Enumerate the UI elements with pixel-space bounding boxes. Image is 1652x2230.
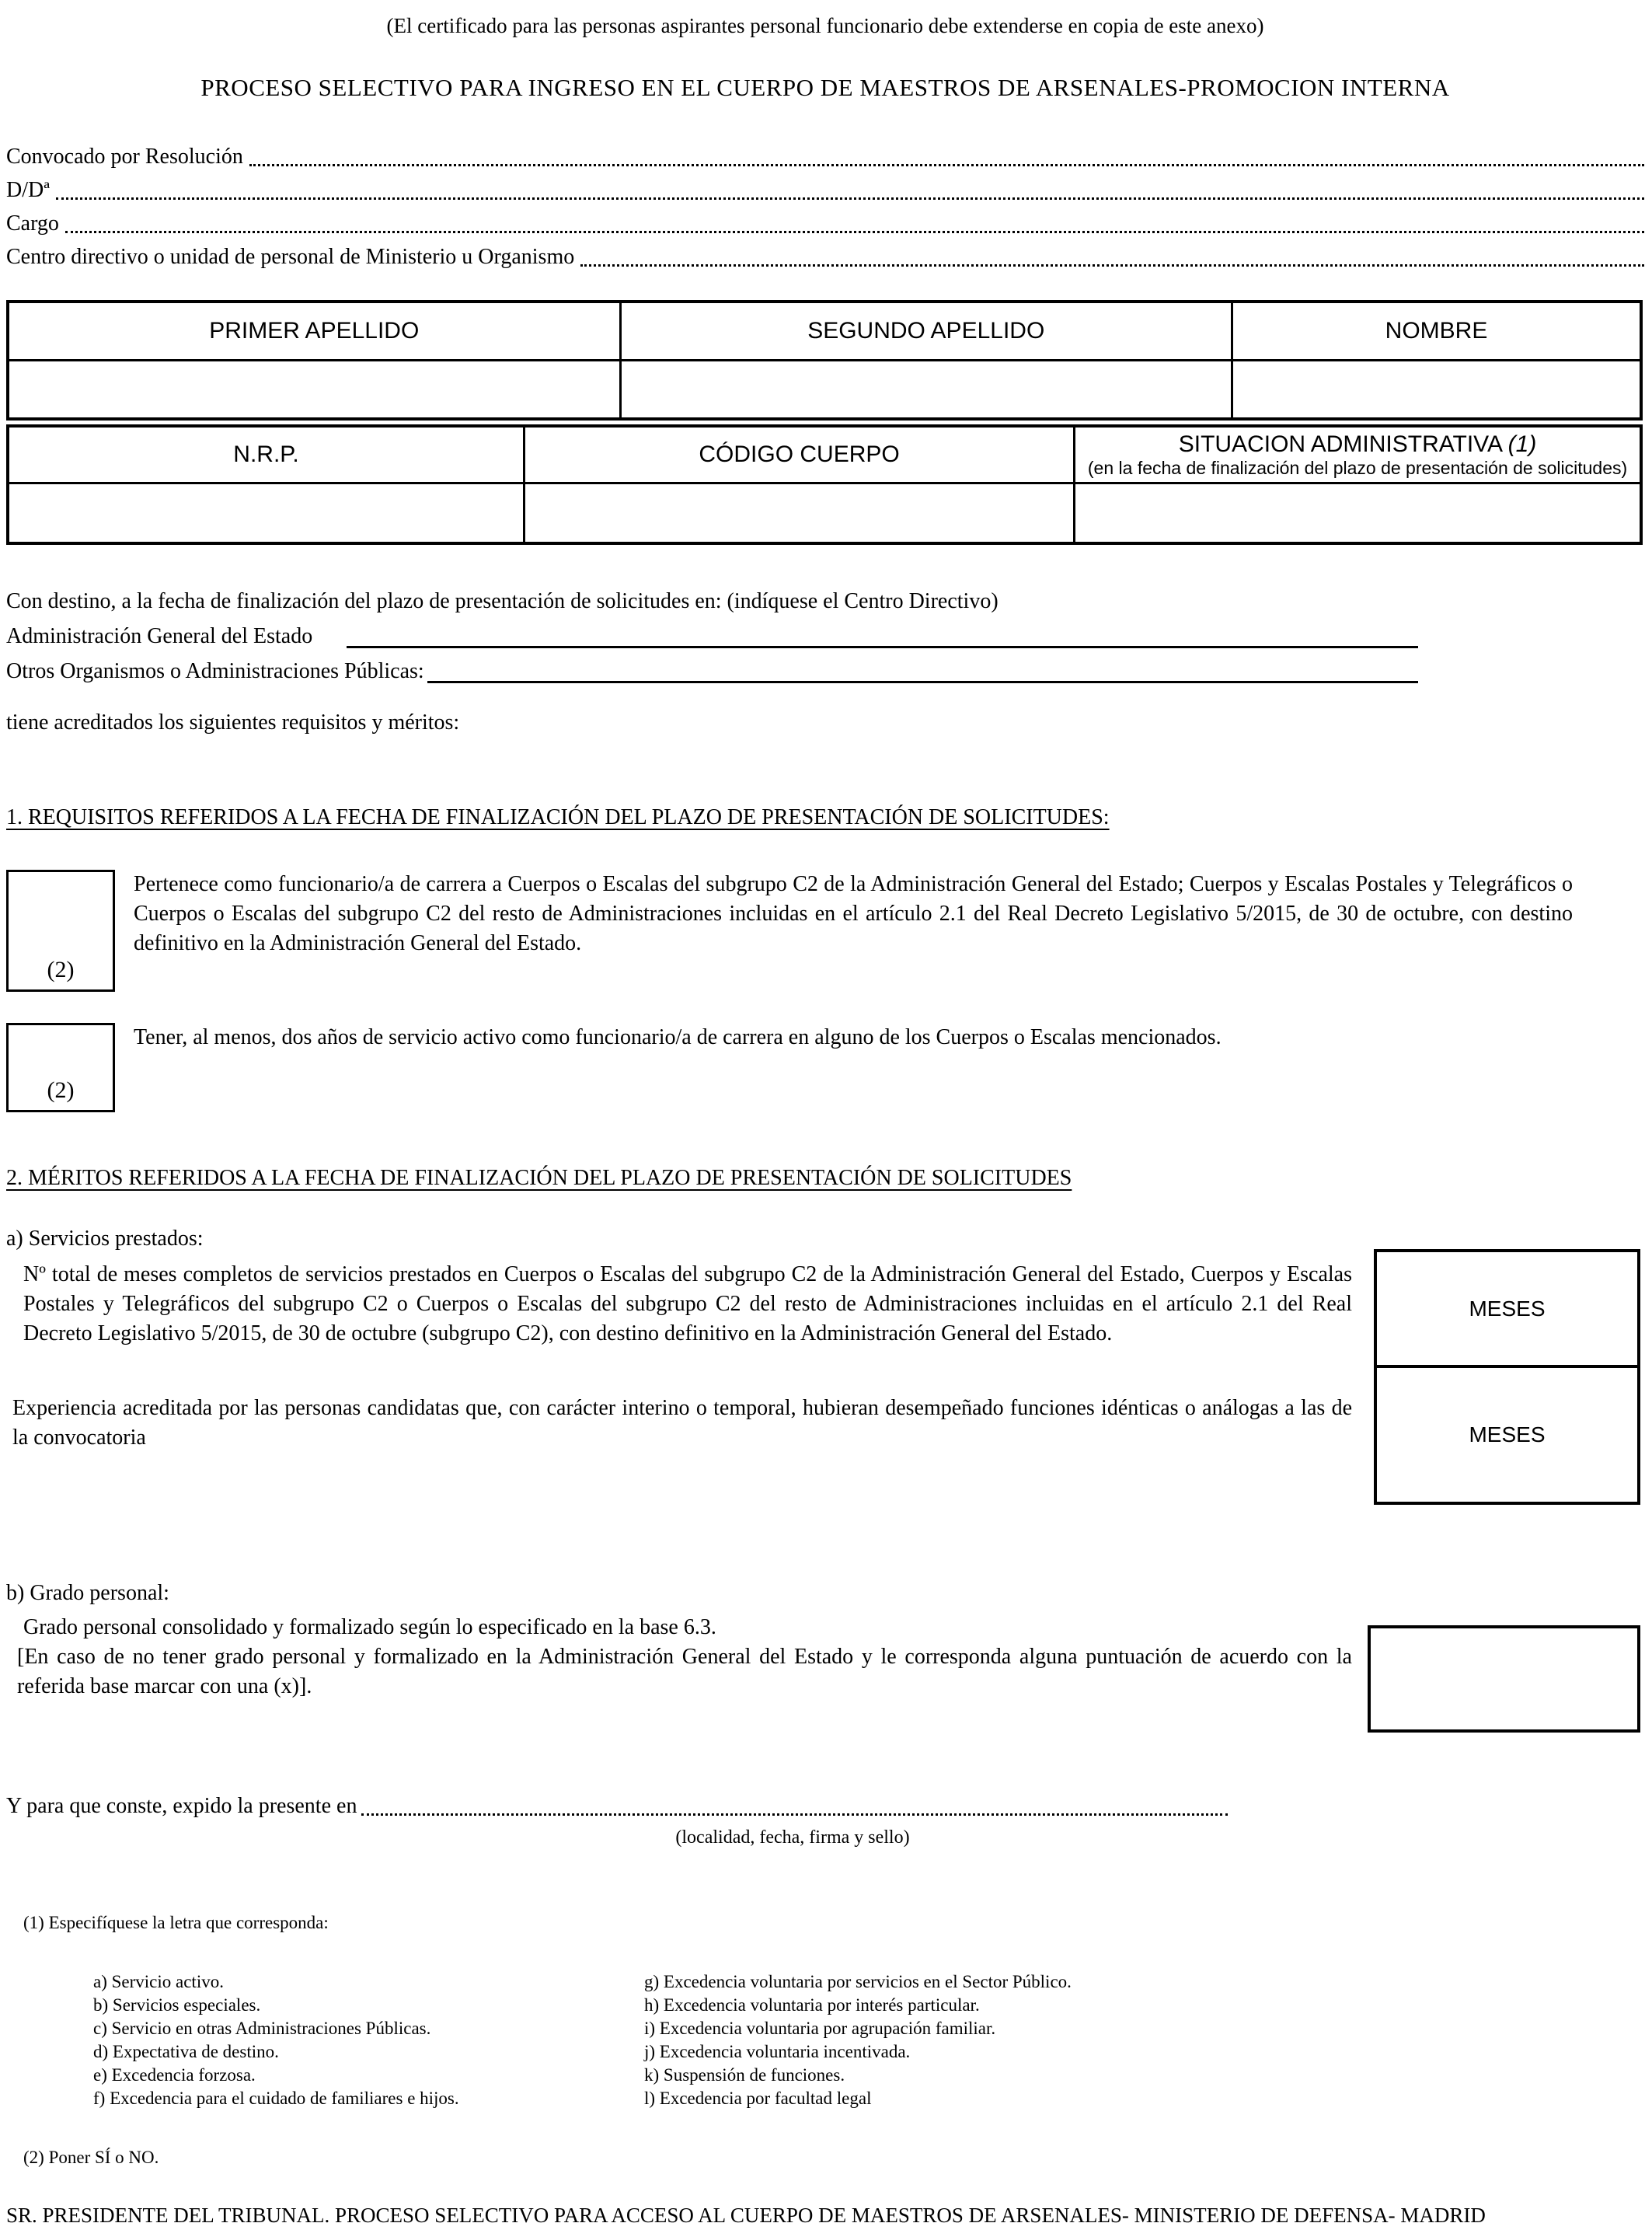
requirement-2-row — [6, 1023, 1644, 1112]
convocado-label: Convocado por Resolución — [6, 145, 243, 169]
situacion-header: SITUACION ADMINISTRATIVA (1) — [1178, 431, 1537, 457]
segundo-apellido-header: SEGUNDO APELLIDO — [620, 302, 1232, 361]
name-table — [6, 300, 1643, 421]
situacion-cell[interactable] — [1075, 483, 1641, 544]
option-d: d) Expectativa de destino. — [93, 2042, 279, 2061]
field-row-nombre — [6, 172, 1644, 205]
footnote-2: (2) Poner SÍ o NO. — [23, 2148, 159, 2167]
meses-box-column — [1374, 1249, 1640, 1505]
codigo-cuerpo-header: CÓDIGO CUERPO — [525, 426, 1075, 483]
centro-blank[interactable] — [580, 264, 1644, 267]
grado-block — [6, 1613, 1644, 1743]
servicios-prestados-label: a) Servicios prestados: — [6, 1227, 204, 1251]
options-column-right — [644, 1970, 1072, 2110]
name-table-input-row — [8, 361, 1641, 420]
dd-blank[interactable] — [56, 197, 1644, 200]
experiencia-text: Experiencia acreditada por las personas candidatas que, con carácter interino o temporal, hubieran desempeñado funciones idénticas o análogas a las de la convocatoria — [12, 1396, 1352, 1450]
nombre-cell[interactable] — [1232, 361, 1642, 420]
options-column-left — [93, 1970, 644, 2110]
nrp-table — [6, 424, 1643, 545]
situacion-options-list — [93, 1970, 1644, 2110]
centro-label: Centro directivo o unidad de personal de Ministerio u Organismo — [6, 245, 575, 269]
option-l: l) Excedencia por facultad legal — [644, 2089, 872, 2108]
option-f: f) Excedencia para el cuidado de familiares e hijos. — [93, 2089, 459, 2108]
primer-apellido-header: PRIMER APELLIDO — [8, 302, 620, 361]
requirement-1-row — [6, 870, 1644, 992]
servicios-text: Nº total de meses completos de servicios prestados en Cuerpos o Escalas del subgrupo C2 de la Administración General del Estado, Cuerpos y Escalas Postales y Telegráficos del subgrupo C2 o Cuerpos o Escalas del subgrupo C2 del resto de Administraciones incluidas en el artículo 2.1 del Real Decreto Legislativo 5/2015, de 30 de octubre (subgrupo C2), con destino definitivo en la Administración General del Estado. — [23, 1262, 1352, 1345]
option-b: b) Servicios especiales. — [93, 1995, 261, 2015]
destino-section — [6, 587, 1644, 738]
nrp-header: N.R.P. — [8, 426, 525, 483]
convocado-blank[interactable] — [249, 164, 1644, 166]
situacion-header-cell — [1075, 426, 1641, 483]
primer-apellido-cell[interactable] — [8, 361, 620, 420]
meses-label: MESES — [1469, 1422, 1546, 1447]
name-table-header-row — [8, 302, 1641, 361]
option-e: e) Excedencia forzosa. — [93, 2065, 256, 2085]
age-label: Administración General del Estado — [6, 624, 313, 648]
otros-blank[interactable] — [427, 681, 1418, 683]
meses-box-experiencia[interactable] — [1374, 1365, 1640, 1505]
field-row-convocado — [6, 138, 1644, 172]
top-note: (El certificado para las personas aspirantes personal funcionario debe extenderse en copia de este anexo) — [386, 14, 1264, 37]
acredita-text: tiene acreditados los siguientes requisitos y méritos: — [6, 710, 460, 735]
option-k: k) Suspensión de funciones. — [644, 2065, 845, 2085]
footnote-1: (1) Especifíquese la letra que corresponda: — [23, 1913, 329, 1932]
localidad-caption: (localidad, fecha, firma y sello) — [675, 1827, 910, 1848]
cargo-blank[interactable] — [65, 231, 1644, 233]
requirement-2-checkbox[interactable] — [6, 1023, 115, 1112]
option-j: j) Excedencia voluntaria incentivada. — [644, 2042, 911, 2061]
header-fields — [6, 138, 1644, 272]
age-row — [6, 622, 1418, 651]
grado-text-1: Grado personal consolidado y formalizado según lo especificado en la base 6.3. — [23, 1615, 716, 1639]
cargo-label: Cargo — [6, 211, 59, 236]
checkbox-footnote-mark: (2) — [47, 1077, 75, 1103]
requirement-1-checkbox[interactable] — [6, 870, 115, 992]
servicios-block — [6, 1260, 1644, 1530]
meses-box-servicios[interactable] — [1374, 1249, 1640, 1368]
option-c: c) Servicio en otras Administraciones Públicas. — [93, 2019, 431, 2038]
section2-heading: 2. MÉRITOS REFERIDOS A LA FECHA DE FINALIZACIÓN DEL PLAZO DE PRESENTACIÓN DE SOLICITUDES — [6, 1166, 1072, 1190]
situacion-subtitle: (en la fecha de finalización del plazo de presentación de solicitudes) — [1087, 457, 1628, 478]
page-title: PROCESO SELECTIVO PARA INGRESO EN EL CUERPO DE MAESTROS DE ARSENALES-PROMOCION INTERNA — [200, 74, 1450, 101]
requirement-2-text: Tener, al menos, dos años de servicio activo como funcionario/a de carrera en alguno de los Cuerpos o Escalas mencionados. — [134, 1025, 1222, 1049]
dd-label: D/Dª — [6, 178, 50, 202]
option-a: a) Servicio activo. — [93, 1972, 224, 1991]
expido-label: Y para que conste, expido la presente en — [6, 1794, 357, 1818]
expido-row — [6, 1792, 1228, 1821]
expido-blank[interactable] — [361, 1813, 1228, 1816]
otros-label: Otros Organismos o Administraciones Públicas: — [6, 659, 424, 683]
grado-input-box[interactable] — [1368, 1625, 1640, 1733]
option-i: i) Excedencia voluntaria por agrupación familiar. — [644, 2019, 996, 2038]
option-h: h) Excedencia voluntaria por interés particular. — [644, 1995, 980, 2015]
field-row-cargo — [6, 205, 1644, 239]
nrp-table-header-row — [8, 426, 1641, 483]
situacion-ref: (1) — [1507, 431, 1537, 457]
meses-label: MESES — [1469, 1296, 1546, 1321]
nombre-header: NOMBRE — [1232, 302, 1642, 361]
destino-intro: Con destino, a la fecha de finalización del plazo de presentación de solicitudes en: (indíquese el Centro Directivo) — [6, 589, 999, 613]
otros-row — [6, 657, 1418, 686]
segundo-apellido-cell[interactable] — [620, 361, 1232, 420]
checkbox-footnote-mark: (2) — [47, 957, 75, 982]
section1-heading: 1. REQUISITOS REFERIDOS A LA FECHA DE FINALIZACIÓN DEL PLAZO DE PRESENTACIÓN DE SOLICITUDES: — [6, 805, 1110, 829]
age-blank[interactable] — [347, 646, 1418, 648]
nrp-cell[interactable] — [8, 483, 525, 544]
nrp-table-input-row — [8, 483, 1641, 544]
grado-text-2: [En caso de no tener grado personal y formalizado en la Administración General del Estado y le corresponda alguna puntuación de acuerdo con la referida base marcar con una (x)]. — [17, 1645, 1352, 1698]
requirement-1-text: Pertenece como funcionario/a de carrera a Cuerpos o Escalas del subgrupo C2 de la Administración General del Estado; Cuerpos y Escalas Postales y Telegráficos o Cuerpos o Escalas del subgrupo C2 del resto de Administraciones incluidas en el artículo 2.1 del Real Decreto Legislativo 5/2015, de 30 de octubre, con destino definitivo en la Administración General del Estado. — [134, 872, 1573, 955]
option-g: g) Excedencia voluntaria por servicios en el Sector Público. — [644, 1972, 1072, 1991]
field-row-centro — [6, 239, 1644, 272]
grado-personal-label: b) Grado personal: — [6, 1581, 169, 1605]
codigo-cuerpo-cell[interactable] — [525, 483, 1075, 544]
tribunal-address: SR. PRESIDENTE DEL TRIBUNAL. PROCESO SELECTIVO PARA ACCESO AL CUERPO DE MAESTROS DE ARSENALES- MINISTERIO DE DEFENSA- MADRID — [6, 2204, 1486, 2227]
